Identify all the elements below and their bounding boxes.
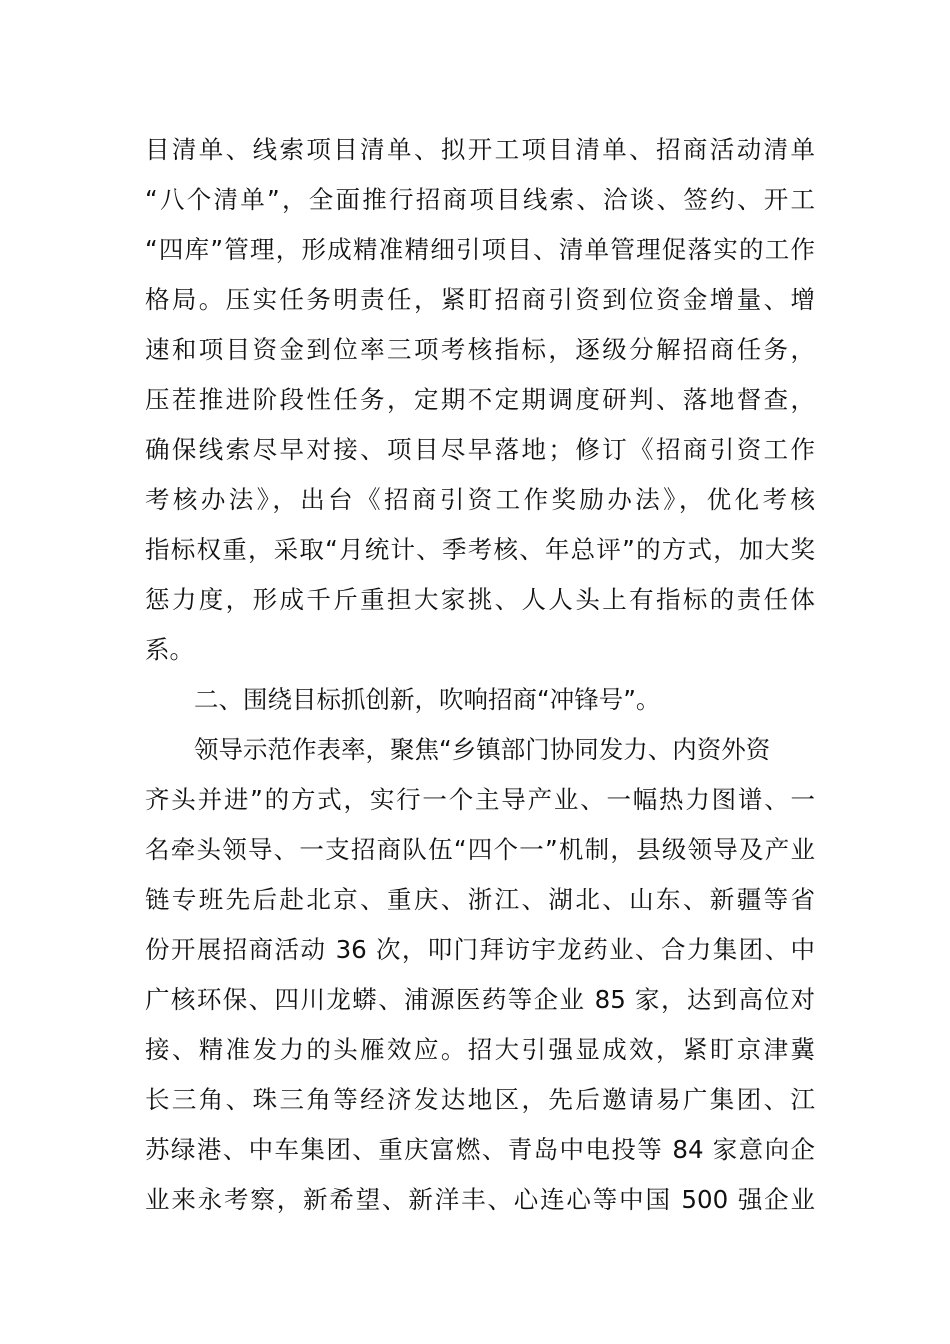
text-line: 速和项目资金到位率三项考核指标，逐级分解招商任务， [145, 335, 815, 364]
text-line: 长三角、珠三角等经济发达地区，先后邀请易广集团、江 [145, 1085, 815, 1114]
text-line: 苏绿港、中车集团、重庆富燃、青岛中电投等 84 家意向企 [145, 1135, 815, 1164]
body-text [145, 125, 815, 1225]
section-heading: 二、围绕目标抓创新，吹响招商“冲锋号”。 [194, 685, 661, 714]
text-line: “四库”管理，形成精准精细引项目、清单管理促落实的工作 [145, 235, 815, 264]
text-line: 压茬推进阶段性任务，定期不定期调度研判、落地督查， [145, 385, 815, 414]
text-line: 份开展招商活动 36 次，叩门拜访宇龙药业、合力集团、中 [145, 935, 815, 964]
text-line: 接、精准发力的头雁效应。招大引强显成效，紧盯京津冀 [145, 1035, 815, 1064]
text-line: 系。 [145, 635, 194, 664]
text-line: 领导示范作表率，聚焦“乡镇部门协同发力、内资外资 [194, 735, 771, 764]
text-line: 齐头并进”的方式，实行一个主导产业、一幅热力图谱、一 [145, 785, 815, 814]
text-line: 格局。压实任务明责任，紧盯招商引资到位资金增量、增 [145, 285, 815, 314]
text-line: 指标权重，采取“月统计、季考核、年总评”的方式，加大奖 [145, 535, 815, 564]
text-line: 名牵头领导、一支招商队伍“四个一”机制，县级领导及产业 [145, 835, 815, 864]
text-line: 业来永考察，新希望、新洋丰、心连心等中国 500 强企业 [145, 1185, 815, 1214]
text-line: 惩力度，形成千斤重担大家挑、人人头上有指标的责任体 [145, 585, 815, 614]
text-line: “八个清单”，全面推行招商项目线索、洽谈、签约、开工 [145, 185, 815, 214]
text-line: 目清单、线索项目清单、拟开工项目清单、招商活动清单 [145, 135, 815, 164]
text-line: 广核环保、四川龙蟒、浦源医药等企业 85 家，达到高位对 [145, 985, 815, 1014]
text-line: 确保线索尽早对接、项目尽早落地；修订《招商引资工作 [145, 435, 815, 464]
text-line: 链专班先后赴北京、重庆、浙江、湖北、山东、新疆等省 [145, 885, 815, 914]
text-line: 考核办法》，出台《招商引资工作奖励办法》，优化考核 [145, 485, 815, 514]
